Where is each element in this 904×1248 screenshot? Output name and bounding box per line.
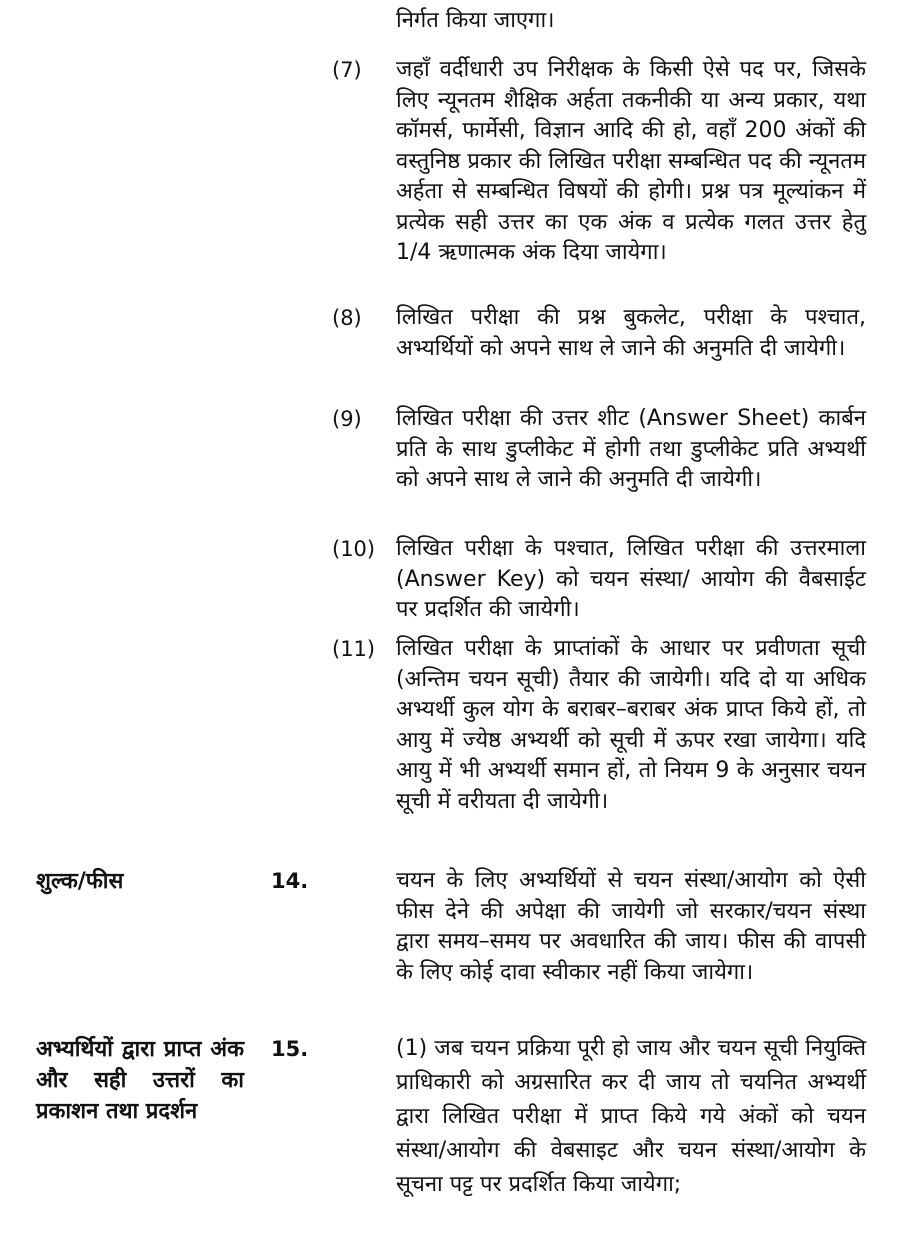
item-11-text: लिखित परीक्षा के प्राप्तांकों के आधार पर प्रवीणता सूची (अन्तिम चयन सूची) तैयार की जायेगी। यदि दो या अधिक अभ्यर्थी कुल योग के बराबर–बराबर अंक प्राप्त किये हों, तो आयु में ज्येष्ठ अभ्यर्थी को सूची में ऊपर रखा जायेगा। यदि आयु में भी अभ्यर्थी समान हों, तो नियम 9 के अनुसार चयन सूची में वरीयता दी जायेगी।: [396, 636, 866, 814]
section-14-text: चयन के लिए अभ्यर्थियों से चयन संस्था/आयोग को ऐसी फीस देने की अपेक्षा की जायेगी जो सरकार/चयन संस्था द्वारा समय–समय पर अवधारित की जाय। फीस की वापसी के लिए कोई दावा स्वीकार नहीं किया जायेगा।: [396, 868, 866, 985]
section-14-number: 14.: [271, 869, 309, 893]
item-10-text: लिखित परीक्षा के पश्चात, लिखित परीक्षा की उत्तरमाला (Answer Key) को चयन संस्था/ आयोग की वैबसाईट पर प्रदर्शित की जायेगी।: [396, 536, 866, 622]
item-8-number: (8): [332, 306, 362, 330]
item-7-number: (7): [332, 58, 362, 82]
section-15-text: (1) जब चयन प्रक्रिया पूरी हो जाय और चयन सूची नियुक्ति प्राधिकारी को अग्रसारित कर दी जाय तो चयनित अभ्यर्थी द्वारा लिखित परीक्षा में प्राप्त किये गये अंकों को चयन संस्था/आयोग की वेबसाइट और चयन संस्था/आयोग के सूचना पट्ट पर प्रदर्शित किया जायेगा;: [396, 1036, 866, 1197]
item-10-number: (10): [332, 537, 376, 561]
section-15-number: 15.: [271, 1037, 309, 1061]
item-9-text: लिखित परीक्षा की उत्तर शीट (Answer Sheet) कार्बन प्रति के साथ डुप्लीकेट में होगी तथा डुप्लीकेट प्रति अभ्यर्थी को अपने साथ ले जाने की अनुमति दी जायेगी।: [396, 406, 866, 492]
continuation-text: निर्गत किया जाएगा।: [396, 8, 555, 33]
item-8-text: लिखित परीक्षा की प्रश्न बुकलेट, परीक्षा के पश्चात, अभ्यर्थियों को अपने साथ ले जाने की अनुमति दी जायेगी।: [396, 305, 866, 361]
item-9-number: (9): [332, 407, 362, 431]
item-11-number: (11): [332, 637, 376, 661]
section-15-heading: अभ्यर्थियों द्वारा प्राप्त अंक और सही उत्तरों का प्रकाशन तथा प्रदर्शन: [36, 1037, 244, 1124]
section-14-heading: शुल्क/फीस: [36, 869, 124, 894]
item-7-text: जहाँ वर्दीधारी उप निरीक्षक के किसी ऐसे पद पर, जिसके लिए न्यूनतम शैक्षिक अर्हता तकनीकी या अन्य प्रकार, यथा कॉमर्स, फार्मेसी, विज्ञान आदि की हो, वहाँ 200 अंकों की वस्तुनिष्ठ प्रकार की लिखित परीक्षा सम्बन्धित पद की न्यूनतम अर्हता से सम्बन्धित विषयों की होगी। प्रश्न पत्र मूल्यांकन में प्रत्येक सही उत्तर का एक अंक व प्रत्येक गलत उत्तर हेतु 1/4 ऋणात्मक अंक दिया जायेगा।: [396, 57, 866, 265]
